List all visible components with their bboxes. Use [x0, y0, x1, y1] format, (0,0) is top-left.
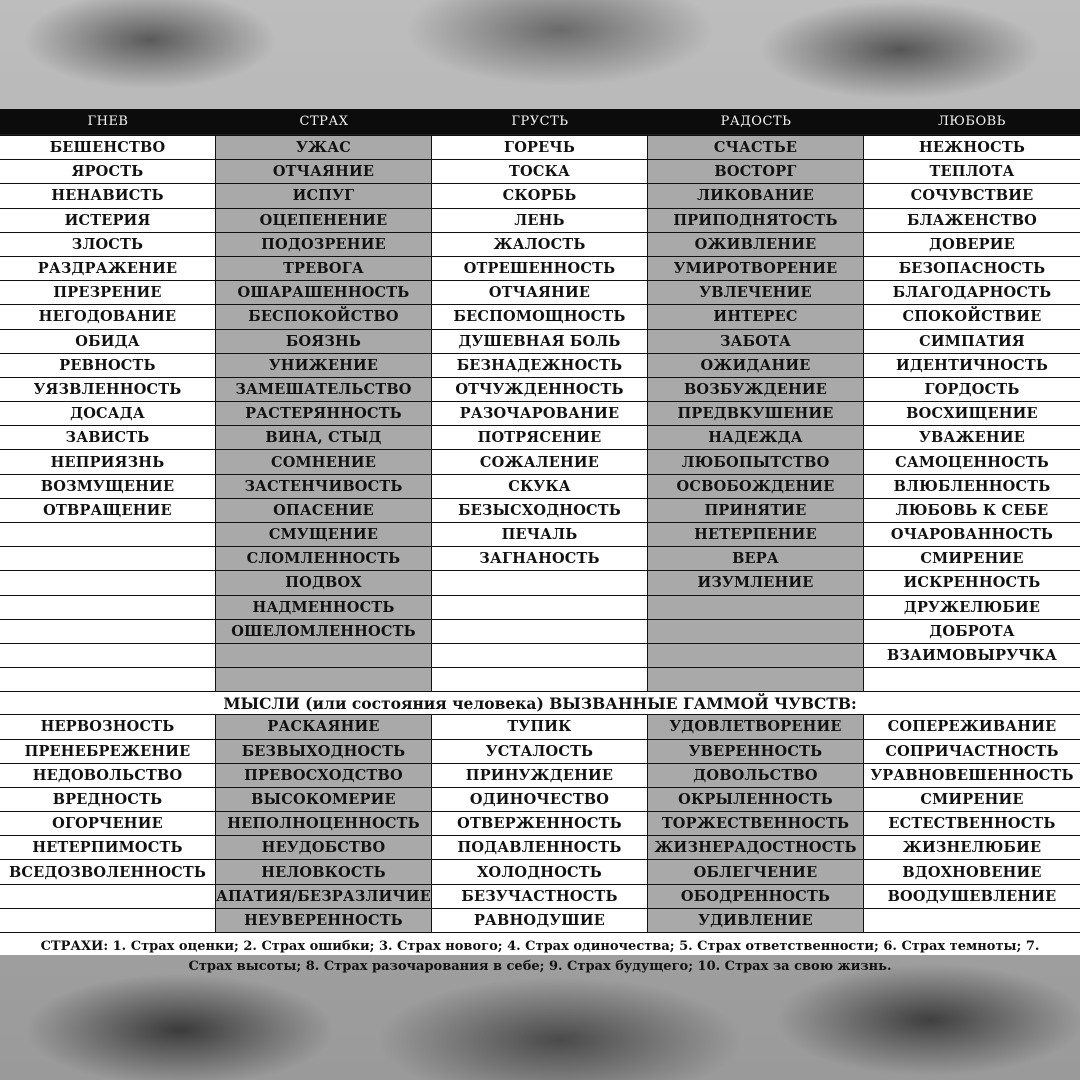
table-cell: НЕГОДОВАНИЕ [0, 305, 216, 329]
table-cell [432, 620, 648, 644]
table-cell: ВЗАИМОВЫРУЧКА [864, 644, 1080, 668]
table-cell: СМУЩЕНИЕ [216, 523, 432, 547]
table-cell: ДОСАДА [0, 402, 216, 426]
table-cell [0, 596, 216, 620]
table-cell [216, 668, 432, 692]
table-cell: ПРЕДВКУШЕНИЕ [648, 402, 864, 426]
table-cell: ВЕРА [648, 547, 864, 571]
table-cell: ЛЮБОПЫТСТВО [648, 450, 864, 474]
table-cell: ОЧАРОВАННОСТЬ [864, 523, 1080, 547]
table-cell: ОКРЫЛЕННОСТЬ [648, 788, 864, 812]
table-cell: НЕУДОБСТВО [216, 836, 432, 860]
table-cell: ТУПИК [432, 715, 648, 739]
table-cell: ГОРДОСТЬ [864, 378, 1080, 402]
table-cell: ИСТЕРИЯ [0, 209, 216, 233]
table-cell: ОТВРАЩЕНИЕ [0, 499, 216, 523]
table-cell: СИМПАТИЯ [864, 330, 1080, 354]
table-cell: ПРИНУЖДЕНИЕ [432, 764, 648, 788]
table-cell: НЕПРИЯЗНЬ [0, 450, 216, 474]
table-cell: ИСПУГ [216, 184, 432, 208]
table-cell: ПРЕВОСХОДСТВО [216, 764, 432, 788]
table-cell [432, 668, 648, 692]
table-cell: УВЛЕЧЕНИЕ [648, 281, 864, 305]
table-cell: ЕСТЕСТВЕННОСТЬ [864, 812, 1080, 836]
table-cell: ДОВЕРИЕ [864, 233, 1080, 257]
table-cell: СОМНЕНИЕ [216, 450, 432, 474]
table-cell: ЖИЗНЕРАДОСТНОСТЬ [648, 836, 864, 860]
table-cell [0, 668, 216, 692]
table-cell: УЖАС [216, 136, 432, 160]
table-cell: СКОРБЬ [432, 184, 648, 208]
table-cell: ПРИПОДНЯТОСТЬ [648, 209, 864, 233]
table-cell [0, 523, 216, 547]
table-cell: ПОТРЯСЕНИЕ [432, 426, 648, 450]
table-cell: ЖИЗНЕЛЮБИЕ [864, 836, 1080, 860]
table-cell: ИСКРЕННОСТЬ [864, 571, 1080, 595]
table-cell: БЕШЕНСТВО [0, 136, 216, 160]
table-cell: ТОРЖЕСТВЕННОСТЬ [648, 812, 864, 836]
table-cell: АПАТИЯ/БЕЗРАЗЛИЧИЕ [216, 885, 432, 909]
table-cell: ОТЧАЯНИЕ [432, 281, 648, 305]
header-sadness: ГРУСТЬ [511, 114, 569, 129]
table-cell: ЯРОСТЬ [0, 160, 216, 184]
table-cell: СОЖАЛЕНИЕ [432, 450, 648, 474]
table-cell: СМИРЕНИЕ [864, 788, 1080, 812]
table-cell: ПОДОЗРЕНИЕ [216, 233, 432, 257]
table-cell: ИНТЕРЕС [648, 305, 864, 329]
table-cell: РЕВНОСТЬ [0, 354, 216, 378]
thoughts-grid [0, 715, 1080, 933]
table-cell: ОСВОБОЖДЕНИЕ [648, 475, 864, 499]
table-cell: ВООДУШЕВЛЕНИЕ [864, 885, 1080, 909]
table-cell: НАДЕЖДА [648, 426, 864, 450]
table-cell: ЛИКОВАНИЕ [648, 184, 864, 208]
table-cell [0, 547, 216, 571]
section-title: МЫСЛИ (или состояния человека) ВЫЗВАННЫЕ ГАММОЙ ЧУВСТВ: [0, 692, 1080, 715]
table-cell: ВРЕДНОСТЬ [0, 788, 216, 812]
table-cell: ТРЕВОГА [216, 257, 432, 281]
table-cell: ИЗУМЛЕНИЕ [648, 571, 864, 595]
table-cell: ОШАРАШЕННОСТЬ [216, 281, 432, 305]
table-cell [864, 668, 1080, 692]
table-cell: ОПАСЕНИЕ [216, 499, 432, 523]
table-cell: ВОСХИЩЕНИЕ [864, 402, 1080, 426]
table-cell [0, 571, 216, 595]
table-cell: ОЦЕПЕНЕНИЕ [216, 209, 432, 233]
table-cell: БЕЗНАДЕЖНОСТЬ [432, 354, 648, 378]
table-cell: ОТЧУЖДЕННОСТЬ [432, 378, 648, 402]
table-cell: БЕЗОПАСНОСТЬ [864, 257, 1080, 281]
table-cell: НЕТЕРПИМОСТЬ [0, 836, 216, 860]
table-cell: ВОСТОРГ [648, 160, 864, 184]
table-cell: ЗАВИСТЬ [0, 426, 216, 450]
table-cell: ПОДАВЛЕННОСТЬ [432, 836, 648, 860]
table-cell: РАЗДРАЖЕНИЕ [0, 257, 216, 281]
table-cell: СМИРЕНИЕ [864, 547, 1080, 571]
header-joy: РАДОСТЬ [720, 114, 792, 129]
table-cell: УДОВЛЕТВОРЕНИЕ [648, 715, 864, 739]
table-cell: БЕЗВЫХОДНОСТЬ [216, 740, 432, 764]
header-anger: ГНЕВ [87, 114, 129, 129]
table-cell: ВДОХНОВЕНИЕ [864, 860, 1080, 884]
table-cell: ХОЛОДНОСТЬ [432, 860, 648, 884]
table-cell: НЕНАВИСТЬ [0, 184, 216, 208]
table-cell: БОЯЗНЬ [216, 330, 432, 354]
table-cell: ИДЕНТИЧНОСТЬ [864, 354, 1080, 378]
table-cell: ВЫСОКОМЕРИЕ [216, 788, 432, 812]
table-cell [432, 596, 648, 620]
table-cell: НЕЖНОСТЬ [864, 136, 1080, 160]
table-cell: УНИЖЕНИЕ [216, 354, 432, 378]
table-cell: РАЗОЧАРОВАНИЕ [432, 402, 648, 426]
table-cell: ПРЕНЕБРЕЖЕНИЕ [0, 740, 216, 764]
fears-line-2: Страх высоты; 8. Страх разочарования в себе; 9. Страх будущего; 10. Страх за свою жизнь. [188, 959, 892, 974]
table-cell: УРАВНОВЕШЕННОСТЬ [864, 764, 1080, 788]
table-cell: ВОЗБУЖДЕНИЕ [648, 378, 864, 402]
table-cell [216, 644, 432, 668]
table-cell: ЛЕНЬ [432, 209, 648, 233]
table-cell: БЛАЖЕНСТВО [864, 209, 1080, 233]
feelings-grid [0, 135, 1080, 692]
table-cell: СКУКА [432, 475, 648, 499]
table-cell: БЕЗУЧАСТНОСТЬ [432, 885, 648, 909]
table-cell: ОДИНОЧЕСТВО [432, 788, 648, 812]
fears-line-1: СТРАХИ: 1. Страх оценки; 2. Страх ошибки; 3. Страх нового; 4. Страх одиночества; 5. Страх ответственности; 6. Страх темноты; 7. [40, 939, 1040, 954]
table-cell [432, 644, 648, 668]
table-cell: БЕЗЫСХОДНОСТЬ [432, 499, 648, 523]
table-cell: УСТАЛОСТЬ [432, 740, 648, 764]
table-cell: УВЕРЕННОСТЬ [648, 740, 864, 764]
table-cell [0, 909, 216, 933]
table-cell: ОБЛЕГЧЕНИЕ [648, 860, 864, 884]
table-cell: ВЛЮБЛЕННОСТЬ [864, 475, 1080, 499]
table-cell: УМИРОТВОРЕНИЕ [648, 257, 864, 281]
table-cell: ОТЧАЯНИЕ [216, 160, 432, 184]
table-cell: ДОБРОТА [864, 620, 1080, 644]
header-row [0, 109, 1080, 135]
table-cell: СОПЕРЕЖИВАНИЕ [864, 715, 1080, 739]
table-cell: ПЕЧАЛЬ [432, 523, 648, 547]
table-cell: УДИВЛЕНИЕ [648, 909, 864, 933]
table-cell: ПРИНЯТИЕ [648, 499, 864, 523]
table-cell: БЕСПОМОЩНОСТЬ [432, 305, 648, 329]
table-cell: БЛАГОДАРНОСТЬ [864, 281, 1080, 305]
table-cell: ОБОДРЕННОСТЬ [648, 885, 864, 909]
header-fear: СТРАХ [299, 114, 349, 129]
table-cell: ЗЛОСТЬ [0, 233, 216, 257]
emotions-table [0, 109, 1080, 974]
table-cell: ОШЕЛОМЛЕННОСТЬ [216, 620, 432, 644]
table-cell: ДРУЖЕЛЮБИЕ [864, 596, 1080, 620]
table-cell: СОЧУВСТВИЕ [864, 184, 1080, 208]
table-cell: ОЖИВЛЕНИЕ [648, 233, 864, 257]
table-cell: РАВНОДУШИЕ [432, 909, 648, 933]
table-cell: ОЖИДАНИЕ [648, 354, 864, 378]
table-cell: ТЕПЛОТА [864, 160, 1080, 184]
table-cell: НЕЛОВКОСТЬ [216, 860, 432, 884]
table-cell: ПРЕЗРЕНИЕ [0, 281, 216, 305]
table-cell: СОПРИЧАСТНОСТЬ [864, 740, 1080, 764]
table-cell: ДУШЕВНАЯ БОЛЬ [432, 330, 648, 354]
table-cell: САМОЦЕННОСТЬ [864, 450, 1080, 474]
table-cell: ЗАБОТА [648, 330, 864, 354]
table-cell [648, 644, 864, 668]
table-cell: ОТВЕРЖЕННОСТЬ [432, 812, 648, 836]
table-cell: НЕТЕРПЕНИЕ [648, 523, 864, 547]
table-cell: СПОКОЙСТВИЕ [864, 305, 1080, 329]
table-cell: ЗАСТЕНЧИВОСТЬ [216, 475, 432, 499]
table-cell: РАСТЕРЯННОСТЬ [216, 402, 432, 426]
table-cell: УВАЖЕНИЕ [864, 426, 1080, 450]
table-cell [0, 644, 216, 668]
table-cell: ДОВОЛЬСТВО [648, 764, 864, 788]
table-cell: ВОЗМУЩЕНИЕ [0, 475, 216, 499]
table-cell: НЕУВЕРЕННОСТЬ [216, 909, 432, 933]
table-cell: ГОРЕЧЬ [432, 136, 648, 160]
table-cell: ОБИДА [0, 330, 216, 354]
table-cell [648, 596, 864, 620]
table-cell [864, 909, 1080, 933]
table-cell [432, 571, 648, 595]
table-cell: УЯЗВЛЕННОСТЬ [0, 378, 216, 402]
table-cell: НЕДОВОЛЬСТВО [0, 764, 216, 788]
table-cell [0, 620, 216, 644]
table-cell: ТОСКА [432, 160, 648, 184]
table-cell: ВСЕДОЗВОЛЕННОСТЬ [0, 860, 216, 884]
table-cell: ВИНА, СТЫД [216, 426, 432, 450]
table-cell [0, 885, 216, 909]
table-cell: НЕПОЛНОЦЕННОСТЬ [216, 812, 432, 836]
table-cell: ЖАЛОСТЬ [432, 233, 648, 257]
table-cell: ОТРЕШЕННОСТЬ [432, 257, 648, 281]
table-cell: НАДМЕННОСТЬ [216, 596, 432, 620]
table-cell: ЗАМЕШАТЕЛЬСТВО [216, 378, 432, 402]
table-cell [648, 620, 864, 644]
table-cell: ЛЮБОВЬ К СЕБЕ [864, 499, 1080, 523]
table-cell: ЗАГНАНОСТЬ [432, 547, 648, 571]
table-cell: РАСКАЯНИЕ [216, 715, 432, 739]
table-cell: ОГОРЧЕНИЕ [0, 812, 216, 836]
fears-footnote [0, 933, 1080, 977]
table-cell [648, 668, 864, 692]
table-cell: ПОДВОХ [216, 571, 432, 595]
table-cell: НЕРВОЗНОСТЬ [0, 715, 216, 739]
header-love: ЛЮБОВЬ [938, 114, 1006, 129]
table-cell: БЕСПОКОЙСТВО [216, 305, 432, 329]
table-cell: СЛОМЛЕННОСТЬ [216, 547, 432, 571]
table-cell: СЧАСТЬЕ [648, 136, 864, 160]
